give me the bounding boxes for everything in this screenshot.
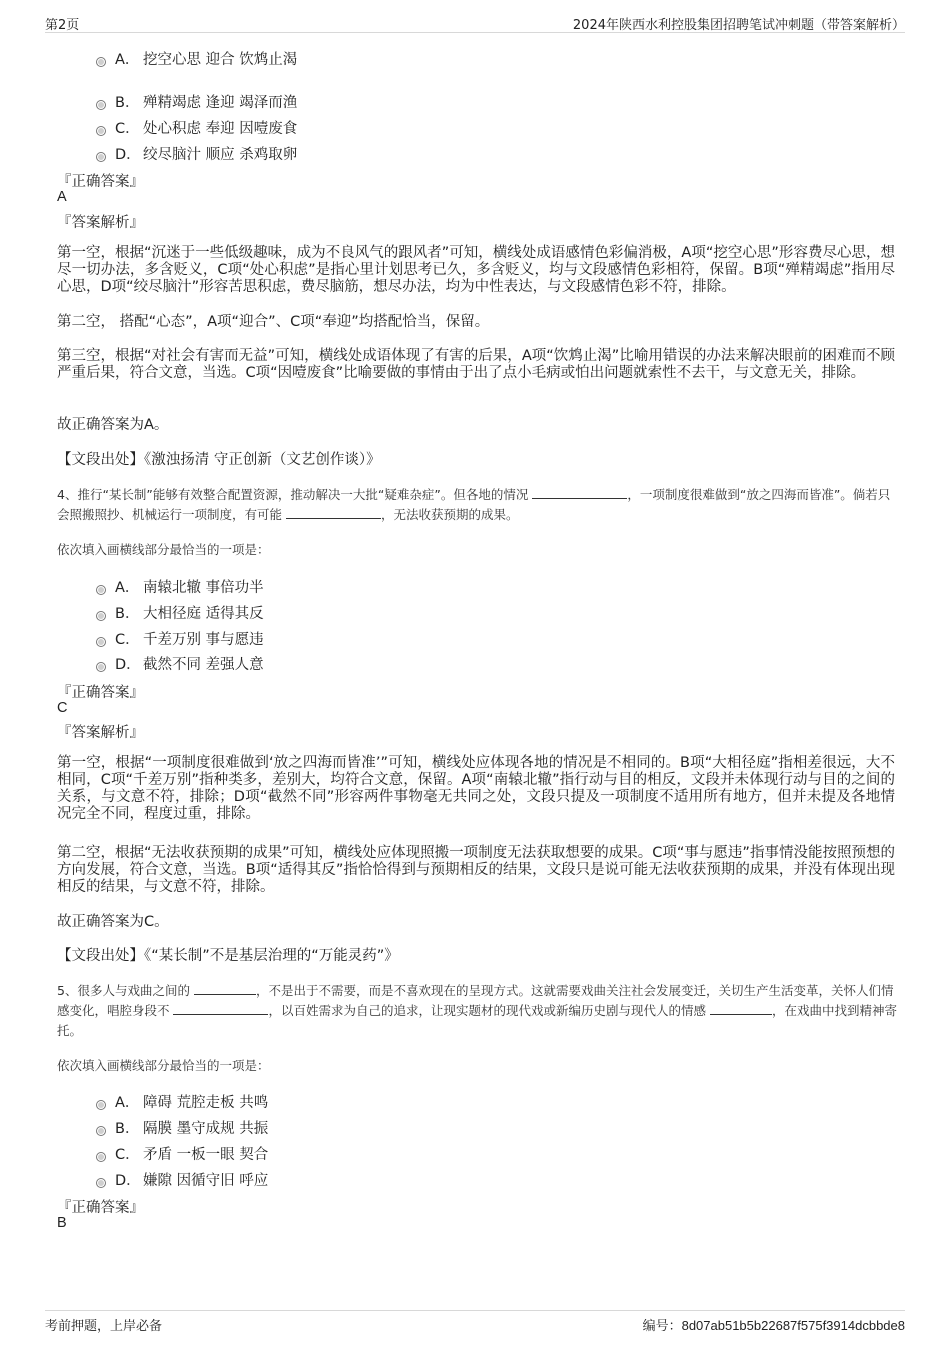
document-title: 2024年陕西水利控股集团招聘笔试冲刺题（带答案解析）: [572, 18, 905, 33]
page-header: [45, 12, 905, 33]
q4-option-c[interactable]: C． 千差万别 事与愿违: [96, 628, 264, 648]
q5-option-d[interactable]: D． 嫌隙 因循守旧 呼应: [96, 1169, 268, 1189]
q3-option-d[interactable]: D． 绞尽脑汁 顺应 杀鸡取卵: [96, 143, 297, 163]
page-number: 第2页: [45, 18, 80, 33]
q5-prompt: 依次填入画横线部分最恰当的一项是：: [57, 1058, 270, 1073]
q3-analysis-para-1: 第一空，根据“沉迷于一些低级趣味，成为不良风气的跟风者”可知，横线处成语感情色彩偏消极，A项“挖空心思”形容费尽心思，想尽一切办法，多含贬义，C项“处心积虑”是指心里计划思考已久，多含贬义，均与文段感情色彩相符，保留。B项“殚精竭虑”指用尽心思，D项“绞尽脑汁”形容苦思积虑，费尽脑筋，想尽办法，均为中性表达，与文段感情色彩不符，排除。: [57, 245, 895, 295]
q5-blank-3: [710, 1001, 772, 1015]
q4-stem: 4、推行“某长制”能够有效整合配置资源，推动解决一大批“疑难杂症”。但各地的情况 ，一项制度很难做到“放之四海而皆准”。倘若只会照搬照抄、机械运行一项制度，有可能 ，无法收获预期的成果。: [57, 487, 891, 522]
q3-source: 【文段出处】《激浊扬清 守正创新（文艺创作谈）》: [57, 452, 381, 468]
q5-blank-2: [173, 1001, 268, 1015]
radio-icon[interactable]: [96, 1152, 106, 1162]
radio-icon[interactable]: [96, 100, 106, 110]
radio-icon[interactable]: [96, 1178, 106, 1188]
q5-answer: B: [57, 1215, 67, 1231]
footer-slogan: 考前押题，上岸必备: [45, 1319, 163, 1334]
q5-option-c[interactable]: C． 矛盾 一板一眼 契合: [96, 1143, 268, 1163]
q3-answer-label: 『正确答案』: [57, 174, 144, 190]
q4-analysis-para-1: 第一空，根据“一项制度很难做到‘放之四海而皆准’”可知，横线处应体现各地的情况是不相同的。B项“大相径庭”指相差很远，大不相同，C项“千差万别”指种类多，差别大，均符合文意，保留。A项“南辕北辙”指行动与目的相反，文段并未体现行动与目的之间的关系，与文意不符，排除；D项“截然不同”形容两件事物毫无共同之处，文段只提及一项制度不适用所有地方，但并未提及各地情况完全不同，程度过重，排除。: [57, 755, 895, 822]
q4-answer-label: 『正确答案』: [57, 685, 144, 701]
radio-icon[interactable]: [96, 126, 106, 136]
radio-icon[interactable]: [96, 585, 106, 595]
q4-analysis-para-2: 第二空，根据“无法收获预期的成果”可知，横线处应体现照搬一项制度无法获取想要的成果。C项“事与愿违”指事情没能按照预想的方向发展，符合文意，当选。B项“适得其反”指恰恰得到与预期相反的结果，文段只是说可能无法收获预期的成果，并没有体现出现相反的结果，与文意不符，排除。: [57, 845, 895, 895]
radio-icon[interactable]: [96, 57, 106, 67]
q3-option-c[interactable]: C． 处心积虑 奉迎 因噎废食: [96, 117, 297, 137]
q3-analysis-para-3: 第三空，根据“对社会有害而无益”可知，横线处成语体现了有害的后果，A项“饮鸩止渴”比喻用错误的办法来解决眼前的困难而不顾严重后果，符合文意，当选。C项“因噎废食”比喻要做的事情由于出了点小毛病或怕出问题就索性不去干，与文意无关，排除。: [57, 348, 895, 381]
q4-blank-2: [286, 505, 381, 519]
q5-answer-label: 『正确答案』: [57, 1200, 144, 1216]
q4-prompt: 依次填入画横线部分最恰当的一项是：: [57, 542, 270, 557]
q4-blank-1: [532, 485, 627, 499]
radio-icon[interactable]: [96, 1126, 106, 1136]
q4-option-a[interactable]: A． 南辕北辙 事倍功半: [96, 576, 264, 596]
q3-answer: A: [57, 189, 67, 205]
page-footer: [45, 1310, 905, 1333]
q3-option-a[interactable]: A． 挖空心思 迎合 饮鸩止渴: [96, 48, 297, 68]
footer-code: 编号：8d07ab51b5b22687f575f3914dcbbde8: [642, 1318, 905, 1334]
q3-option-b[interactable]: B． 殚精竭虑 逢迎 竭泽而渔: [96, 91, 297, 111]
radio-icon[interactable]: [96, 152, 106, 162]
radio-icon[interactable]: [96, 637, 106, 647]
radio-icon[interactable]: [96, 662, 106, 672]
q5-stem: 5、很多人与戏曲之间的 ，不是出于不需要，而是不喜欢现在的呈现方式。这就需要戏曲关注社会发展变迁，关切生产生活变革，关怀人们情感变化，唱腔身段不 ，以百姓需求为自己的追求，让现实题材的现代戏或新编历史剧与现代人的情感 ，在戏曲中找到精神寄托。: [57, 983, 897, 1038]
q5-blank-1: [194, 981, 256, 995]
q4-option-d[interactable]: D． 截然不同 差强人意: [96, 653, 264, 673]
q5-option-a[interactable]: A． 障碍 荒腔走板 共鸣: [96, 1091, 268, 1111]
q4-answer: C: [57, 700, 68, 716]
q4-source: 【文段出处】《“某长制”不是基层治理的“万能灵药”》: [57, 948, 399, 964]
q3-analysis-label: 『答案解析』: [57, 215, 144, 231]
radio-icon[interactable]: [96, 611, 106, 621]
q4-option-b[interactable]: B． 大相径庭 适得其反: [96, 602, 264, 622]
q4-analysis-para-3: 故正确答案为C。: [57, 914, 169, 930]
q4-analysis-label: 『答案解析』: [57, 725, 144, 741]
q5-option-b[interactable]: B． 隔膜 墨守成规 共振: [96, 1117, 268, 1137]
q3-analysis-para-4: 故正确答案为A。: [57, 417, 169, 433]
q3-analysis-para-2: 第二空， 搭配“心态”，A项“迎合”、C项“奉迎”均搭配恰当，保留。: [57, 314, 490, 330]
radio-icon[interactable]: [96, 1100, 106, 1110]
